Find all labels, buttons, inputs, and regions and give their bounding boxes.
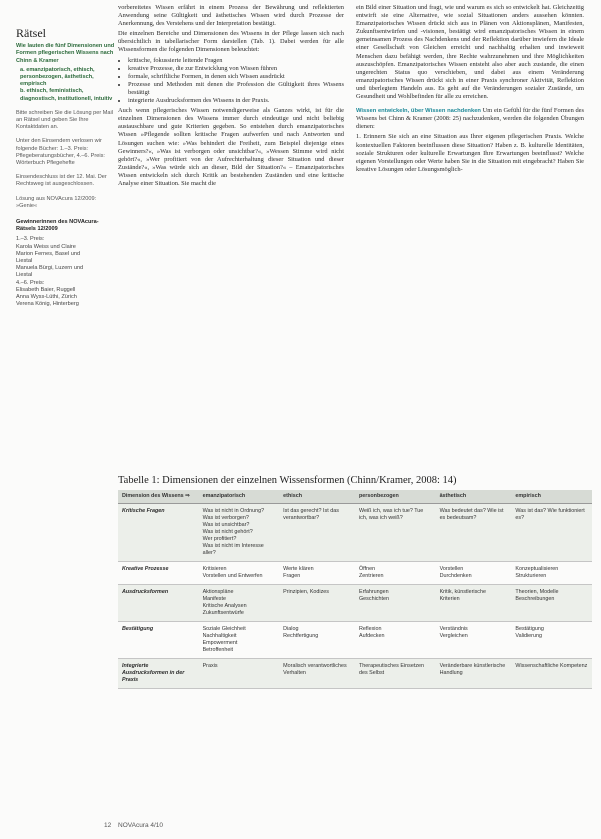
article-column-middle xyxy=(118,4,344,190)
list-item: • Prozesse und Methoden mit denen die Profession die Gültigkeit ihres Wissens bestätigt xyxy=(128,81,344,97)
table-row xyxy=(118,504,592,562)
table-cell xyxy=(355,504,436,562)
table-cell xyxy=(436,562,512,585)
cell-line: Zentrieren xyxy=(358,573,384,579)
table-cell xyxy=(279,585,355,622)
article-column-right xyxy=(356,4,584,176)
table-cell xyxy=(279,562,355,585)
column-header: ethisch xyxy=(279,490,355,504)
cell-line: Fragen xyxy=(283,573,301,579)
row-header: Bestätigung xyxy=(118,622,199,659)
dimensions-table xyxy=(118,490,592,689)
table-cell xyxy=(279,504,355,562)
puzzle-previous-solution: Lösung aus NOVAcura 12/2009: »Genie« xyxy=(16,195,97,209)
table-cell xyxy=(436,585,512,622)
cell-line: Reflexion xyxy=(358,626,382,632)
cell-line: Beschreibungen xyxy=(515,596,555,602)
puzzle-option-b: b. ethisch, feministisch, diagnostisch, institutionell, intuitiv xyxy=(20,88,113,102)
row-header: Integrierte Ausdrucksformen in der Praxis xyxy=(118,659,199,689)
table-cell xyxy=(279,622,355,659)
winner-line: 4.–6. Preis: xyxy=(16,279,45,286)
paragraph: vorbereitetes Wissen erfährt in einem Prozess der Bewährung und reflektierten Anwendung seine Gültigkeit und ästhetisches Wissen wird durch Prozesse der Anerkennung, des Verstehens und der Interpretation bestätigt. xyxy=(118,4,344,28)
cell-line: Kritisieren xyxy=(202,566,227,572)
row-header: Ausdrucksformen xyxy=(118,585,199,622)
cell-line: Erfahrungen xyxy=(358,589,389,595)
cell-line: Validierung xyxy=(515,633,542,639)
paragraph: ein Bild einer Situation und fragt, wie und warum es sich so entwickelt hat. Gleichzeitig entwirft sie eine Alternative, wie sozial Situationen anders aussehen könnten. Emanzipatorisches Wissen drückt sich aus in Plänen von Aktionsplänen, Manifesten, Zukunftsentwürfen und -visionen, bestätigt wird emanzipatorisches Wissen in einem gemeinsamen Prozess des Nachdenkens und der Reflektion darüber inwiefern die Ideale einer Gesellschaft von Gleichen erreicht und nachhaltig erhalten und inwieweit Menschen dazu befähigt werden, ihre Rechte wahrzunehmen und ihre Möglichkeiten auszuschöpfen. Emanzipatorisches Wissen entsteht also aber auch zustande, die einen ungerechten Status quo verschieben, und dabei aus einem Veränderung emanzipatorisches Wissen drückt sich in einer Praxis synchroner Aktivität, Reflektion und überlegtem Handeln aus. Es geht auf die Veränderungen sozialer Zustände, um Gesundheit und Wohlbefinden für alle zu erreichen. xyxy=(356,4,584,101)
paragraph: Die einzelnen Bereiche und Dimensionen des Wissens in der Pflege lassen sich nach übersichtlich in tabellarischer Form darstellen (Tab. 1). Dabei werden für alle Wissensformen die folgenden Dimensionen beleuchtet: xyxy=(118,30,344,54)
cell-line: Moralisch verantwortliches Verhalten xyxy=(283,663,347,676)
cell-line: Vorstellen xyxy=(439,566,464,572)
cell-line: Was ist verborgen? xyxy=(202,515,249,521)
row-header: Kritische Fragen xyxy=(118,504,199,562)
winner-line: Anna Wyss-Lüthi, Zürich xyxy=(16,294,77,301)
cell-line: Zukunftsentwürfe xyxy=(202,610,244,616)
cell-line: Verständnis xyxy=(439,626,468,632)
cell-line: Soziale Gleichheit xyxy=(202,626,246,632)
cell-line: Was ist nicht im Interesse aller? xyxy=(202,543,264,556)
puzzle-options xyxy=(20,67,116,103)
cell-line: Prinzipien, Kodizes xyxy=(283,589,330,595)
table-cell xyxy=(436,659,512,689)
winners-title: Gewinnerinnen des NOVAcura-Rätsels 12/2009 xyxy=(16,219,99,233)
puzzle-question: Wie lauten die fünf Dimensionen und Formen pflegerischen Wissens nach Chinn & Kramer xyxy=(16,43,115,64)
cell-line: Wer profitiert? xyxy=(202,536,237,542)
cell-line: Empowerment xyxy=(202,640,238,646)
winner-line: Marion Fernes, Basel und xyxy=(16,250,81,257)
winner-line: Liestal xyxy=(16,258,33,265)
paragraph: Auch wenn pflegerisches Wissen notwendigerweise als Ganzes wirkt, ist für die einzelnen Dimensionen des Wissens immer durch eindeutige und nicht beliebig austauschbare und gute Kriterien gegeben. So entstehen durch emanzipatorisches Wissen »Pflegende sollten kritische Fragen aufwerfen und nach Antworten und Lösungen suchen wie: »Was behindert die Freiheit, zum Beispiel diejenige eines Gewinners?«, »Was ist verborgen oder unsichtbar?«, »Wessen Stimme wird nicht gehört?«, »Wer profitiert von der Aufrechterhaltung dieser Situation und dieser Zustände?«, »Was würde sich an dieser, Bild der Situation?« – Emanzipatorisches Wissen entwickeln sich durch Kritik an bestehenden Zuständen und eine kritische Analyse einer Situation. Sie macht die xyxy=(118,107,344,187)
cell-line: Werte klären xyxy=(283,566,314,572)
cell-line: Was ist unsichtbar? xyxy=(202,522,250,528)
list-item: • kreative Prozesse, die zur Entwicklung von Wissen führen xyxy=(128,65,344,73)
cell-line: Durchdenken xyxy=(439,573,472,579)
column-header: emanzipatorisch xyxy=(199,490,280,504)
table-cell xyxy=(199,622,280,659)
column-header: Dimension des Wissens ⇒ xyxy=(118,490,199,504)
table-cell xyxy=(511,504,592,562)
puzzle-deadline: Einsendeschluss ist der 12. Mai. Der Rechtsweg ist ausgeschlossen. xyxy=(16,174,107,188)
column-header: ästhetisch xyxy=(436,490,512,504)
winner-line: Verena König, Hinterberg xyxy=(16,301,79,308)
table-cell xyxy=(355,622,436,659)
cell-line: Weiß ich, was ich tue? Tue ich, was ich weiß? xyxy=(358,508,424,521)
row-header: Kreative Prozesse xyxy=(118,562,199,585)
table-cell xyxy=(436,504,512,562)
cell-line: Kritische Analysen xyxy=(202,603,247,609)
cell-line: Bestätigung xyxy=(515,626,544,632)
cell-line: Theorien, Modelle xyxy=(515,589,559,595)
paragraph xyxy=(356,107,584,131)
cell-line: Betroffenheit xyxy=(202,647,234,653)
puzzle-sidebar xyxy=(16,26,116,309)
puzzle-prizes: Unter den Einsendern verlosen wir folgende Bücher: 1.–3. Preis: Pflegeberatungsbücher, 4.–6. Preis: Wörterbuch Pflegehefte xyxy=(16,138,105,167)
cell-line: Aufdecken xyxy=(358,633,385,639)
table-cell xyxy=(355,562,436,585)
cell-line: Rechtfertigung xyxy=(283,633,319,639)
cell-line: Ist das gerecht? Ist das verantwortbar? xyxy=(283,508,339,521)
table-cell xyxy=(511,562,592,585)
cell-line: Dialog xyxy=(283,626,299,632)
cell-line: Geschichten xyxy=(358,596,389,602)
winner-line: Manuela Bürgi, Luzern und xyxy=(16,265,84,272)
cell-line: Kritik, künstlerische Kriterien xyxy=(439,589,486,602)
table-cell xyxy=(199,562,280,585)
paragraph: 1. Erinnern Sie sich an eine Situation aus Ihrer eigenen pflegerischen Praxis. Welche kontextuellen Faktoren beeinflussen diese Situation? Haben z. B. kulturelle Identitäten, soziale Strukturen oder kulturelle Erwartungen Ihre Erwartungen beeinflusst? Welche eigenen Vorstellungen oder Werte haben Sie in die Situation mit eingebracht? Haben Sie kreative Lösungen oder Lösungsmöglich- xyxy=(356,133,584,173)
table-row xyxy=(118,562,592,585)
table-cell xyxy=(511,622,592,659)
table-cell xyxy=(355,585,436,622)
list-item: • formale, schriftliche Formen, in denen sich Wissen ausdrückt xyxy=(128,73,344,81)
cell-line: Was ist nicht gehört? xyxy=(202,529,253,535)
cell-line: Was ist nicht in Ordnung? xyxy=(202,508,265,514)
winner-line: Karola Weiss und Claire xyxy=(16,243,76,250)
table-row xyxy=(118,585,592,622)
cell-line: Was bedeutet das? Wie ist es bedeutsam? xyxy=(439,508,504,521)
table-row xyxy=(118,659,592,689)
cell-line: Öffnen xyxy=(358,566,376,572)
dimension-list xyxy=(118,57,344,106)
winner-line: Elisabeth Baier, Ruggell xyxy=(16,286,76,293)
table-caption: Tabelle 1: Dimensionen der einzelnen Wissensformen (Chinn/Kramer, 2008: 14) xyxy=(118,475,457,486)
puzzle-title: Rätsel xyxy=(16,26,46,40)
table-cell xyxy=(199,504,280,562)
cell-line: Konzeptualisieren xyxy=(515,566,559,572)
paragraph-text: Um ein Gefühl für die fünf Formen des Wissens bei Chinn & Kramer (2008: 25) nachzudenken, werden die folgenden Übungen dienen: xyxy=(356,107,584,131)
table-cell xyxy=(199,585,280,622)
cell-line: Vergleichen xyxy=(439,633,468,639)
cell-line: Therapeutisches Einsetzen des Selbst xyxy=(358,663,425,676)
cell-line: Manifeste xyxy=(202,596,226,602)
column-header: personbezogen xyxy=(355,490,436,504)
publication-footer: NOVAcura 4/10 xyxy=(118,822,164,829)
table-cell xyxy=(511,659,592,689)
cell-line: Vorstellen und Entwerfen xyxy=(202,573,263,579)
table-row xyxy=(118,622,592,659)
cell-line: Aktionspläne xyxy=(202,589,234,595)
cell-line: Was ist das? Wie funktioniert es? xyxy=(515,508,585,521)
table-cell xyxy=(199,659,280,689)
table-cell xyxy=(355,659,436,689)
winners-list xyxy=(16,236,116,308)
section-subhead: Wissen entwickeln, über Wissen nachdenken xyxy=(356,108,481,115)
winner-line: Liestal xyxy=(16,272,33,279)
puzzle-instructions: Bitte schreiben Sie die Lösung per Mail an Rätsel und geben Sie Ihre Kontaktdaten an. xyxy=(16,109,114,131)
cell-line: Wissenschaftliche Kompetenz xyxy=(515,663,588,669)
winner-line: 1.–3. Preis: xyxy=(16,236,45,243)
table-cell xyxy=(511,585,592,622)
cell-line: Nachhaltigkeit xyxy=(202,633,237,639)
page-number: 12 xyxy=(104,822,112,829)
table-header-row xyxy=(118,490,592,504)
column-header: empirisch xyxy=(511,490,592,504)
cell-line: Strukturieren xyxy=(515,573,547,579)
cell-line: Praxis xyxy=(202,663,218,669)
table-cell xyxy=(436,622,512,659)
cell-line: Veränderbare künstlerische Handlung xyxy=(439,663,506,676)
list-item: • kritische, fokussierte leitende Fragen xyxy=(128,57,344,65)
table-cell xyxy=(279,659,355,689)
list-item: • integrierte Ausdrucksformen des Wissens in der Praxis. xyxy=(128,97,344,105)
puzzle-option-a: a. emanzipatorisch, ethisch, personbezogen, ästhetisch, empirisch xyxy=(20,66,95,88)
table-body xyxy=(118,504,592,689)
